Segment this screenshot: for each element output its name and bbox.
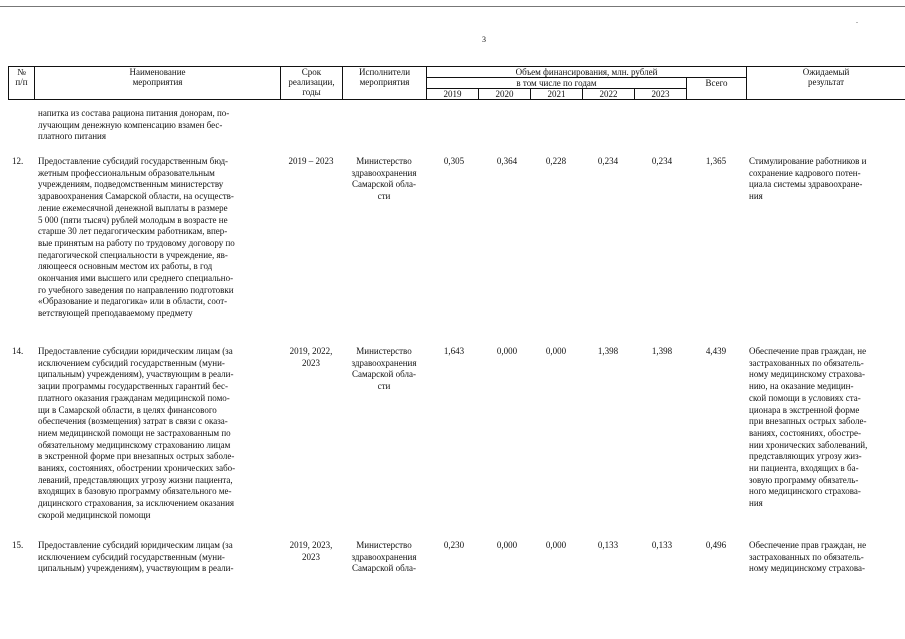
row-executor-line: здравоохранения	[351, 357, 417, 368]
row-executor-line: сти	[377, 191, 391, 202]
row-result-line: ской помощи в условиях ста-	[749, 392, 861, 403]
row-executor-line: Министерство	[356, 156, 412, 166]
row-executor-line: Самарской обла-	[352, 369, 416, 380]
row-executor	[342, 156, 426, 203]
header-year: 2019	[427, 89, 479, 100]
row-name-line: Предоставление субсидий юридическим лицам (за	[38, 540, 233, 550]
row-value-2019: 1,643	[443, 346, 465, 356]
header-term: Срок реализации, годы	[281, 67, 343, 100]
row-name-line: 5 000 (пяти тысяч) рублей молодым в возрасте не	[38, 214, 228, 225]
row-name-line: скорой медицинской помощи	[38, 509, 151, 520]
row-total: 4,439	[705, 346, 727, 356]
row-executor-line: Самарской обла-	[352, 563, 416, 574]
row-value-2019: 0,230	[443, 540, 465, 550]
row-term-line: 2019 – 2023	[288, 156, 334, 166]
row-name	[38, 156, 274, 320]
row-result-line: ваниях, состояниях, обостре-	[749, 427, 861, 438]
row-name-line: го учебного заведения по направлению подготовки	[38, 284, 234, 295]
header-result: Ожидаемый результат	[747, 67, 905, 100]
row-name-line: жетным профессиональным образовательным	[38, 167, 215, 178]
row-name-line: учреждениям, подведомственным министерству	[38, 179, 224, 190]
row-result	[749, 346, 895, 510]
row-executor-line: сти	[377, 381, 391, 392]
table-header	[8, 66, 905, 100]
row-result-line: ни пациента, входящих в ба-	[749, 463, 859, 474]
row-total: 0,496	[705, 540, 727, 550]
top-rule	[0, 6, 905, 7]
row-name-line: ваниях, состояниях, обострении хронических забо-	[38, 463, 236, 474]
continuation-text-line: лучающим денежную компенсацию взамен бес-	[38, 119, 223, 130]
continuation-text-line: напитка из состава рациона питания донорам, по-	[38, 108, 230, 118]
row-result-line: зовую программу обязатель-	[749, 474, 859, 485]
row-executor	[342, 346, 426, 393]
row-name-line: ципальным) учреждениям), участвующим в реали-	[38, 369, 234, 380]
row-executor	[342, 540, 426, 575]
row-name-line: Предоставление субсидии юридическим лицам (за	[38, 346, 233, 356]
row-value-2021: 0,000	[545, 346, 567, 356]
header-year: 2021	[531, 89, 583, 100]
row-value-2023: 0,234	[651, 156, 673, 166]
row-result-line: при внезапных острых заболе-	[749, 416, 867, 427]
row-name-line: старше 30 лет педагогическим работникам, впер-	[38, 226, 228, 237]
row-result-line: ному медицинскому страхова-	[749, 563, 866, 574]
row-name-line: здравоохранения Самарской области, на осуществ-	[38, 191, 234, 202]
row-executor-line: здравоохранения	[351, 167, 417, 178]
header-num: № п/п	[9, 67, 35, 100]
row-result	[749, 156, 895, 203]
row-name-line: дицинского страхования, за исключением оказания	[38, 498, 235, 509]
row-name-line: «Образование и педагогика» или в области, соот-	[38, 296, 228, 307]
header-exec: Исполнители мероприятия	[343, 67, 427, 100]
row-result-line: представляющих угрозу жиз-	[749, 451, 862, 462]
row-executor-line: Самарской обла-	[352, 179, 416, 190]
row-name-line: исключением субсидий государственным (муни-	[38, 551, 225, 562]
header-finance: Объем финансирования, млн. рублей	[427, 67, 747, 78]
row-value-2020: 0,000	[496, 540, 518, 550]
row-name-line: в экстренной форме при внезапных острых заболе-	[38, 451, 235, 462]
row-name-line: вые принятым на работу по трудовому договору по	[38, 237, 235, 248]
row-name	[38, 540, 274, 575]
row-value-2021: 0,228	[545, 156, 567, 166]
row-name-line: ление ежемесячной денежной выплаты в размере	[38, 202, 228, 213]
row-value-2020: 0,000	[496, 346, 518, 356]
row-result-line: застрахованных по обязатель-	[749, 357, 864, 368]
row-result	[749, 540, 895, 575]
row-value-2020: 0,364	[496, 156, 518, 166]
row-result-line: ционара в экстренной форме	[749, 404, 860, 415]
row-name	[38, 346, 274, 522]
page-number: 3	[482, 35, 486, 44]
row-name-line: щи в Самарской области, в целях финансового	[38, 404, 217, 415]
row-name-line: леваний, представляющих угрозу жизни пациента,	[38, 474, 233, 485]
header-by-years: в том числе по годам	[427, 78, 687, 89]
row-term	[280, 156, 342, 168]
row-result-line: циала системы здравоохране-	[749, 179, 863, 190]
header-total: Всего	[687, 78, 747, 100]
row-name-line: ляющееся основным местом их работы, в год	[38, 261, 213, 272]
row-value-2022: 0,234	[597, 156, 619, 166]
row-name-line: педагогической специальности в учреждение, яв-	[38, 249, 228, 260]
row-total: 1,365	[705, 156, 727, 166]
row-name-line: обязательному медицинскому страхованию лицам	[38, 439, 231, 450]
row-value-2023: 0,133	[651, 540, 673, 550]
row-name-line: нием медицинской помощи не застрахованным по	[38, 427, 231, 438]
row-executor-line: Министерство	[356, 346, 412, 356]
header-year: 2020	[479, 89, 531, 100]
row-result-line: застрахованных по обязатель-	[749, 551, 864, 562]
row-value-2022: 0,133	[597, 540, 619, 550]
continuation-text	[38, 108, 274, 143]
row-result-line: нии хронических заболеваний,	[749, 439, 868, 450]
row-result-line: ного медицинского страхова-	[749, 486, 861, 497]
row-name-line: входящих в базовую программу обязательного ме-	[38, 486, 232, 497]
continuation-text-line: платного питания	[38, 131, 106, 142]
row-term	[280, 346, 342, 369]
row-term-line: 2019, 2022,	[289, 346, 333, 356]
row-number: 15.	[12, 540, 24, 550]
row-value-2019: 0,305	[443, 156, 465, 166]
header-name: Наименование мероприятия	[35, 67, 281, 100]
row-executor-line: здравоохранения	[351, 551, 417, 562]
row-result-line: Стимулирование работников и	[749, 156, 867, 166]
row-result-line: ния	[749, 498, 763, 509]
scan-mark: .	[856, 16, 858, 25]
row-name-line: ветствующей преподаваемому предмету	[38, 308, 193, 319]
row-term	[280, 540, 342, 563]
row-number: 12.	[12, 156, 24, 166]
row-name-line: ципальным) учреждениям), участвующим в реали-	[38, 563, 234, 574]
row-result-line: сохранение кадрового потен-	[749, 167, 861, 178]
row-name-line: исключением субсидий государственным (муни-	[38, 357, 225, 368]
row-name-line: Предоставление субсидий государственным бюд-	[38, 156, 229, 166]
row-term-line: 2023	[302, 551, 320, 562]
row-name-line: окончания ими высшего или среднего специально-	[38, 273, 234, 284]
row-result-line: ному медицинскому страхова-	[749, 369, 866, 380]
row-result-line: Обеспечение прав граждан, не	[749, 540, 867, 550]
row-term-line: 2019, 2023,	[289, 540, 333, 550]
row-result-line: Обеспечение прав граждан, не	[749, 346, 867, 356]
row-value-2023: 1,398	[651, 346, 673, 356]
row-executor-line: Министерство	[356, 540, 412, 550]
header-year: 2023	[635, 89, 687, 100]
row-result-line: ния	[749, 191, 763, 202]
row-value-2022: 1,398	[597, 346, 619, 356]
row-number: 14.	[12, 346, 24, 356]
row-value-2021: 0,000	[545, 540, 567, 550]
header-year: 2022	[583, 89, 635, 100]
row-result-line: нию, на оказание медицин-	[749, 381, 854, 392]
row-term-line: 2023	[302, 357, 320, 368]
row-name-line: платного оказания гражданам медицинской помо-	[38, 392, 230, 403]
row-name-line: зации программы государственных гарантий бес-	[38, 381, 229, 392]
row-name-line: обеспечения (возмещения) затрат в связи с оказа-	[38, 416, 228, 427]
